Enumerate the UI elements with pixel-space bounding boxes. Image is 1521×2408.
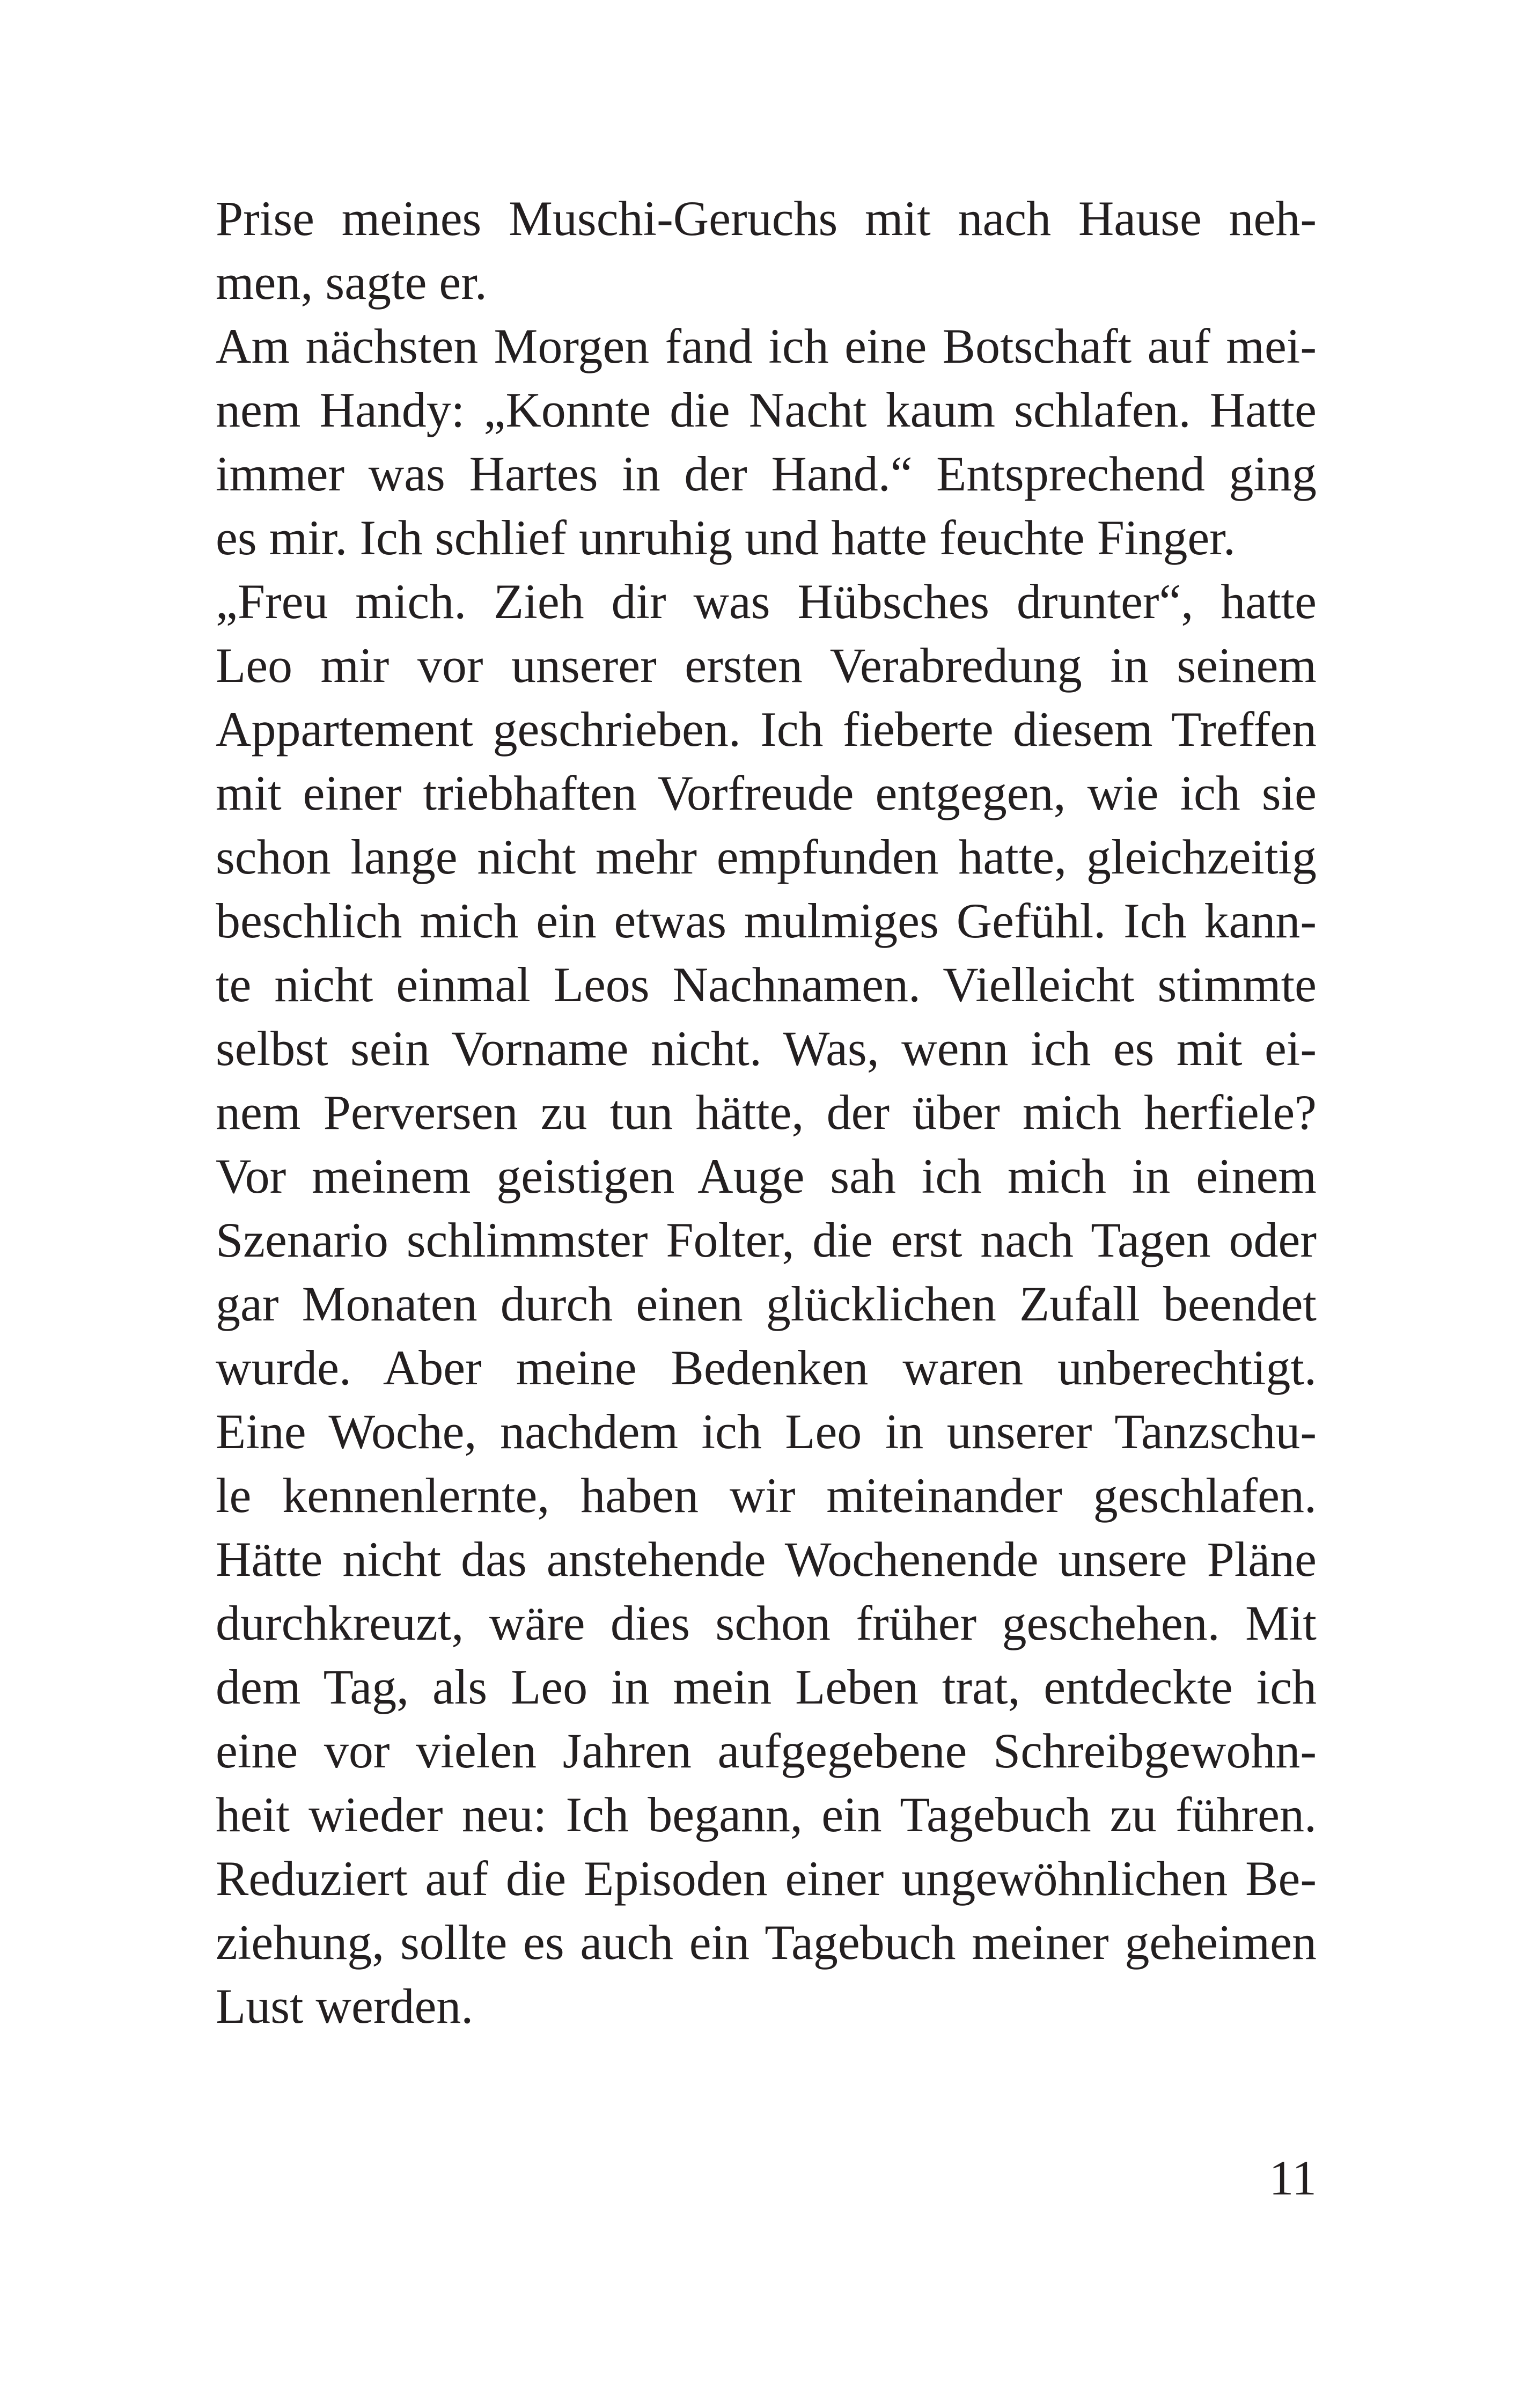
text-line: es mir. Ich schlief unruhig und hatte feuchte Finger. — [216, 510, 1236, 565]
text-line: Prise meines Muschi-Geruchs mit nach Hause neh- — [216, 191, 1317, 246]
text-line: gar Monaten durch einen glücklichen Zufall beendet — [216, 1276, 1317, 1331]
text-line: Lust werden. — [216, 1979, 474, 2033]
text-line: Am nächsten Morgen fand ich eine Botschaft auf mei- — [216, 319, 1317, 373]
text-line: dem Tag, als Leo in mein Leben trat, entdeckte ich — [216, 1660, 1317, 1714]
text-line: nem Handy: „Konnte die Nacht kaum schlafen. Hatte — [216, 383, 1317, 437]
text-line: selbst sein Vorname nicht. Was, wenn ich es mit ei- — [216, 1021, 1317, 1076]
body-text — [216, 187, 1317, 2038]
text-line: Reduziert auf die Episoden einer ungewöhnlichen Be- — [216, 1851, 1317, 1906]
text-line: nem Perversen zu tun hätte, der über mich herfiele? — [216, 1085, 1317, 1140]
text-line: men, sagte er. — [216, 255, 487, 310]
text-line: schon lange nicht mehr empfunden hatte, gleichzeitig — [216, 829, 1317, 884]
text-line: Szenario schlimmster Folter, die erst nach Tagen oder — [216, 1213, 1317, 1267]
text-line: ziehung, sollte es auch ein Tagebuch meiner geheimen — [216, 1915, 1317, 1970]
text-line: mit einer triebhaften Vorfreude entgegen, wie ich sie — [216, 766, 1317, 820]
text-line: immer was Hartes in der Hand.“ Entsprechend ging — [216, 446, 1317, 501]
text-line: Vor meinem geistigen Auge sah ich mich in einem — [216, 1149, 1317, 1203]
text-line: Hätte nicht das anstehende Wochenende unsere Pläne — [216, 1532, 1317, 1587]
text-line: beschlich mich ein etwas mulmiges Gefühl. Ich kann- — [216, 893, 1317, 948]
text-line: Eine Woche, nachdem ich Leo in unserer Tanzschu- — [216, 1404, 1317, 1459]
text-line: wurde. Aber meine Bedenken waren unberechtigt. — [216, 1340, 1317, 1395]
text-line: Appartement geschrieben. Ich fieberte diesem Treffen — [216, 702, 1317, 757]
text-line: te nicht einmal Leos Nachnamen. Vielleicht stimmte — [216, 957, 1317, 1012]
text-line: Leo mir vor unserer ersten Verabredung in seinem — [216, 638, 1317, 693]
text-line: „Freu mich. Zieh dir was Hübsches drunter“, hatte — [216, 574, 1317, 629]
text-line: durchkreuzt, wäre dies schon früher geschehen. Mit — [216, 1596, 1317, 1650]
text-line: le kennenlernte, haben wir miteinander geschlafen. — [216, 1468, 1317, 1523]
page-number: 11 — [1269, 2150, 1317, 2205]
text-line: heit wieder neu: Ich begann, ein Tagebuch zu führen. — [216, 1787, 1317, 1842]
text-line: eine vor vielen Jahren aufgegebene Schreibgewohn- — [216, 1723, 1317, 1778]
